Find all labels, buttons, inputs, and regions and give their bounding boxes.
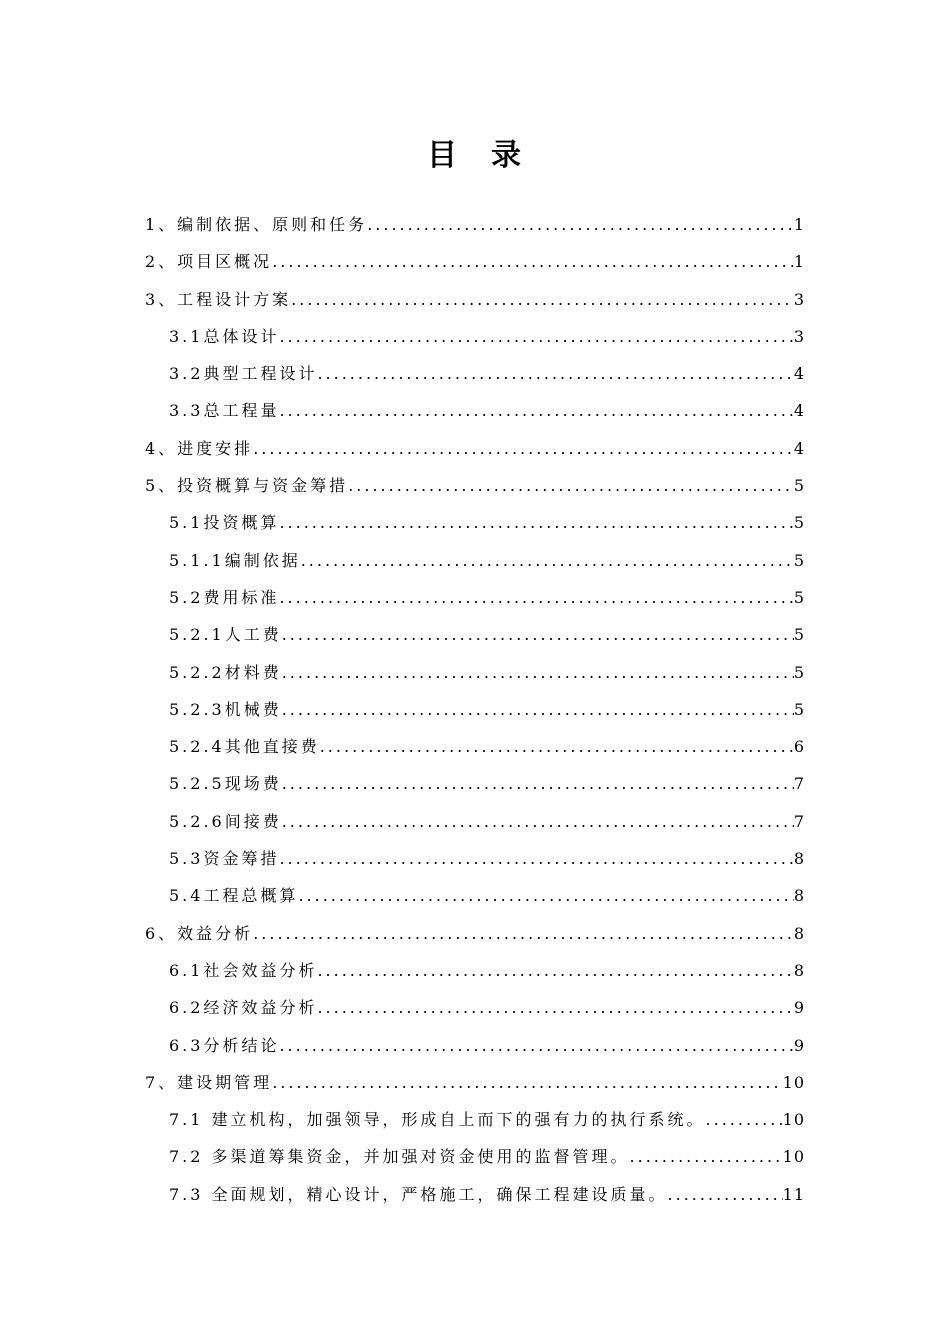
toc-entry[interactable] — [145, 430, 805, 467]
toc-entry-page-number: 11 — [782, 1184, 805, 1204]
toc-dot-leader — [301, 542, 794, 579]
toc-entry-page-number: 4 — [793, 438, 805, 458]
toc-dot-leader — [348, 467, 794, 504]
toc-entry-page-number: 10 — [782, 1072, 805, 1092]
toc-entry-label: 2、项目区概况 — [145, 252, 273, 272]
toc-entry[interactable] — [145, 616, 805, 653]
toc-entry[interactable] — [145, 1027, 805, 1064]
toc-entry-page-number: 9 — [793, 1035, 805, 1055]
toc-entry[interactable] — [145, 915, 805, 952]
toc-entry-label: 5.2.2材料费 — [169, 662, 282, 682]
toc-entry-page-number: 1 — [793, 215, 805, 234]
toc-entry-page-number: 8 — [793, 960, 805, 980]
toc-entry[interactable] — [145, 1064, 805, 1101]
toc-entry-page-number: 8 — [793, 923, 805, 943]
toc-entry-label: 5.2费用标准 — [169, 587, 280, 607]
toc-entry-page-number: 5 — [793, 662, 805, 682]
toc-entry[interactable] — [145, 952, 805, 989]
toc-entry-label: 5.2.5现场费 — [169, 774, 282, 794]
toc-entry[interactable] — [145, 691, 805, 728]
toc-entry-label: 5.2.4其他直接费 — [169, 737, 320, 757]
toc-dot-leader — [279, 840, 793, 877]
toc-entry-label: 3.3总工程量 — [169, 401, 280, 421]
toc-entry[interactable] — [145, 467, 805, 504]
toc-entry-page-number: 1 — [793, 252, 805, 272]
toc-entry-page-number: 3 — [793, 289, 805, 309]
toc-entry-label: 7.3 全面规划，精心设计，严格施工，确保工程建设质量。 — [169, 1184, 668, 1204]
toc-entry-page-number: 7 — [793, 774, 805, 794]
toc-entry-page-number: 3 — [793, 326, 805, 346]
toc-dot-leader — [367, 206, 794, 243]
toc-entry-label: 5.4工程总概算 — [169, 886, 299, 906]
toc-entry[interactable] — [145, 654, 805, 691]
toc-entry-label: 5.2.6间接费 — [169, 811, 282, 831]
toc-entry-label: 5.2.1人工费 — [169, 625, 282, 645]
toc-dot-leader — [279, 1027, 793, 1064]
toc-entry-page-number: 8 — [793, 849, 805, 869]
toc-entry-page-number: 10 — [782, 1147, 805, 1167]
toc-dot-leader — [317, 355, 793, 392]
toc-entry-label: 1、编制依据、原则和任务 — [145, 215, 368, 234]
toc-entry[interactable] — [145, 281, 805, 318]
toc-entry-page-number: 4 — [793, 401, 805, 421]
toc-entry[interactable] — [145, 206, 805, 243]
toc-entry[interactable] — [145, 243, 805, 280]
toc-entry[interactable] — [145, 318, 805, 355]
toc-entry[interactable] — [145, 392, 805, 429]
toc-entry-page-number: 8 — [793, 886, 805, 906]
toc-entry-label: 5.1投资概算 — [169, 513, 280, 533]
toc-entry-label: 7、建设期管理 — [145, 1072, 273, 1092]
toc-entry-label: 3.2典型工程设计 — [169, 364, 318, 384]
toc-dot-leader — [253, 915, 794, 952]
toc-entry[interactable] — [145, 803, 805, 840]
toc-entry-page-number: 5 — [793, 587, 805, 607]
toc-dot-leader — [282, 616, 794, 653]
toc-entry-page-number: 7 — [793, 811, 805, 831]
toc-dot-leader — [272, 243, 794, 280]
toc-entry[interactable] — [145, 504, 805, 541]
toc-entry[interactable] — [145, 355, 805, 392]
toc-dot-leader — [668, 1176, 783, 1213]
toc-entry-label: 3.1总体设计 — [169, 326, 280, 346]
toc-entry-page-number: 10 — [782, 1110, 805, 1130]
toc-entry[interactable] — [145, 542, 805, 579]
toc-dot-leader — [279, 579, 793, 616]
page-title: 目 录 — [427, 138, 523, 173]
toc-entry-label: 6、效益分析 — [145, 923, 254, 943]
toc-dot-leader — [279, 318, 793, 355]
toc-dot-leader — [279, 504, 793, 541]
toc-entry-page-number: 6 — [793, 737, 805, 757]
toc-entry-page-number: 5 — [793, 699, 805, 719]
toc-entry[interactable] — [145, 1176, 805, 1213]
toc-entry-label: 5.2.3机械费 — [169, 699, 282, 719]
toc-entry-page-number: 5 — [793, 550, 805, 570]
toc-entry[interactable] — [145, 728, 805, 765]
toc-dot-leader — [317, 952, 793, 989]
toc-entry-label: 6.2经济效益分析 — [169, 998, 318, 1018]
toc-dot-leader — [253, 430, 794, 467]
toc-entry-label: 5、投资概算与资金筹措 — [145, 476, 349, 496]
toc-dot-leader — [279, 392, 793, 429]
toc-entry[interactable] — [145, 1138, 805, 1175]
toc-entry-page-number: 5 — [793, 476, 805, 496]
toc-entry-label: 3、工程设计方案 — [145, 289, 292, 309]
toc-dot-leader — [282, 654, 794, 691]
toc-entry-page-number: 5 — [793, 513, 805, 533]
toc-entry-label: 6.1社会效益分析 — [169, 960, 318, 980]
toc-dot-leader — [282, 691, 794, 728]
toc-entry[interactable] — [145, 765, 805, 802]
toc-dot-leader — [320, 728, 794, 765]
toc-entry-label: 5.3资金筹措 — [169, 849, 280, 869]
toc-dot-leader — [630, 1138, 783, 1175]
toc-entry-label: 5.1.1编制依据 — [169, 550, 301, 570]
toc-entry[interactable] — [145, 877, 805, 914]
toc-entry-page-number: 4 — [793, 364, 805, 384]
toc-entry-page-number: 5 — [793, 625, 805, 645]
toc-entry-label: 6.3分析结论 — [169, 1035, 280, 1055]
toc-entry[interactable] — [145, 1101, 805, 1138]
toc-dot-leader — [706, 1101, 783, 1138]
toc-entry-label: 7.1 建立机构，加强领导，形成自上而下的强有力的执行系统。 — [169, 1110, 706, 1130]
toc-dot-leader — [282, 765, 794, 802]
toc-dot-leader — [282, 803, 794, 840]
toc-entry-page-number: 9 — [793, 998, 805, 1018]
table-of-contents — [145, 206, 805, 1213]
toc-entry[interactable] — [145, 579, 805, 616]
toc-dot-leader — [317, 989, 793, 1026]
toc-entry[interactable] — [145, 840, 805, 877]
toc-dot-leader — [272, 1064, 782, 1101]
toc-entry-label: 7.2 多渠道筹集资金，并加强对资金使用的监督管理。 — [169, 1147, 630, 1167]
toc-dot-leader — [298, 877, 793, 914]
toc-dot-leader — [291, 281, 794, 318]
toc-entry[interactable] — [145, 989, 805, 1026]
toc-entry-label: 4、进度安排 — [145, 438, 254, 458]
